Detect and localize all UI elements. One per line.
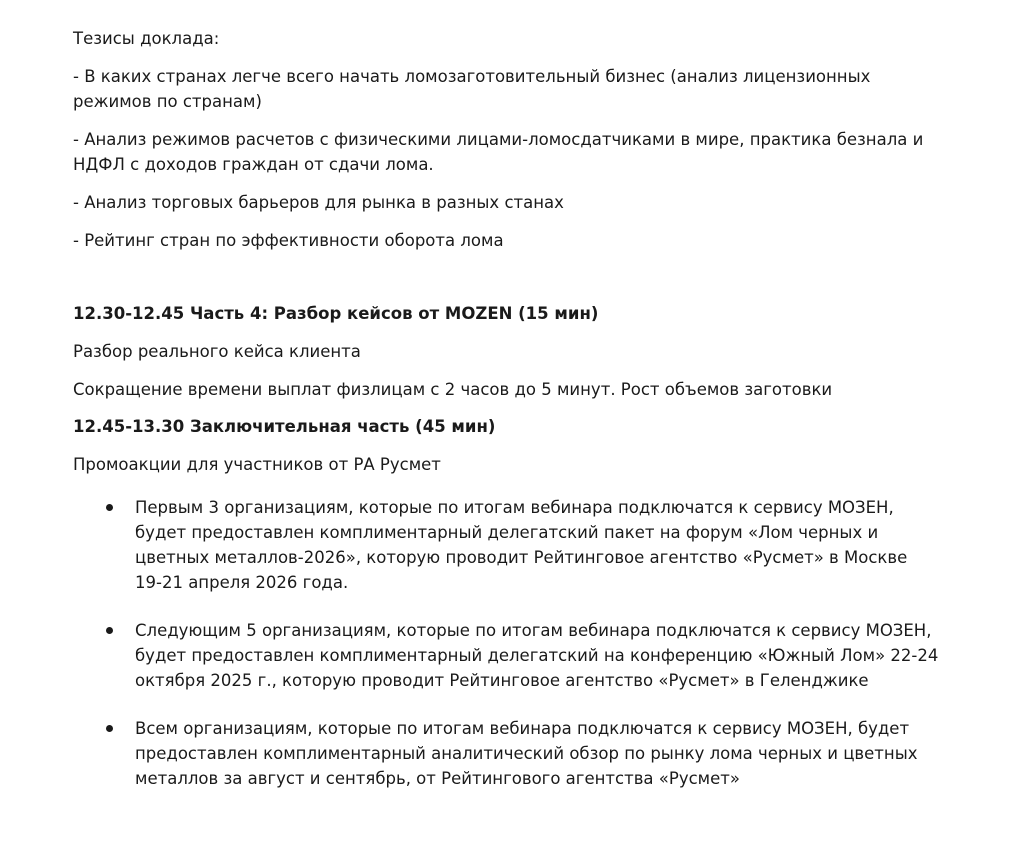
bullet-icon — [106, 504, 113, 511]
part4-line-2: Сокращение времени выплат физлицам с 2 часов до 5 минут. Рост объемов заготовки — [73, 380, 833, 399]
promo-item-1 — [73, 495, 973, 595]
promo-list — [73, 495, 973, 791]
part4-line-1: Разбор реального кейса клиента — [73, 342, 361, 361]
final-part-heading: 12.45-13.30 Заключительная часть (45 мин) — [73, 417, 496, 436]
part4-heading: 12.30-12.45 Часть 4: Разбор кейсов от MOZEN (15 мин) — [73, 304, 599, 323]
document-body — [73, 26, 973, 791]
thesis-item-1: - В каких странах легче всего начать ломозаготовительный бизнес (анализ лицензионных режимов по странам) — [73, 67, 871, 111]
thesis-item-4: - Рейтинг стран по эффективности оборота лома — [73, 231, 504, 250]
promo-item-text: Следующим 5 организациям, которые по итогам вебинара подключатся к сервису МОЗЕН, будет предоставлен комплиментарный делегатский на конференцию «Южный Лом» 22-24 октября 2025 г., которую проводит Рейтинговое агентство «Русмет» в Геленджике — [135, 621, 939, 690]
promo-item-3 — [73, 716, 973, 791]
bullet-icon — [106, 627, 113, 634]
thesis-item-3: - Анализ торговых барьеров для рынка в разных станах — [73, 193, 564, 212]
thesis-item-2: - Анализ режимов расчетов с физическими лицами-ломосдатчиками в мире, практика безнала и НДФЛ с доходов граждан от сдачи лома. — [73, 130, 924, 174]
promo-item-text: Первым 3 организациям, которые по итогам вебинара подключатся к сервису МОЗЕН, будет предоставлен комплиментарный делегатский пакет на форум «Лом черных и цветных металлов-2026», которую проводит Рейтинговое агентство «Русмет» в Москве 19-21 апреля 2026 года. — [135, 498, 908, 592]
promo-item-text: Всем организациям, которые по итогам вебинара подключатся к сервису МОЗЕН, будет предоставлен комплиментарный аналитический обзор по рынку лома черных и цветных металлов за август и сентябрь, от Рейтингового агентства «Русмет» — [135, 719, 918, 788]
promo-item-2 — [73, 618, 973, 693]
promo-intro: Промоакции для участников от РА Русмет — [73, 455, 441, 474]
bullet-icon — [106, 725, 113, 732]
theses-heading: Тезисы доклада: — [73, 29, 220, 48]
